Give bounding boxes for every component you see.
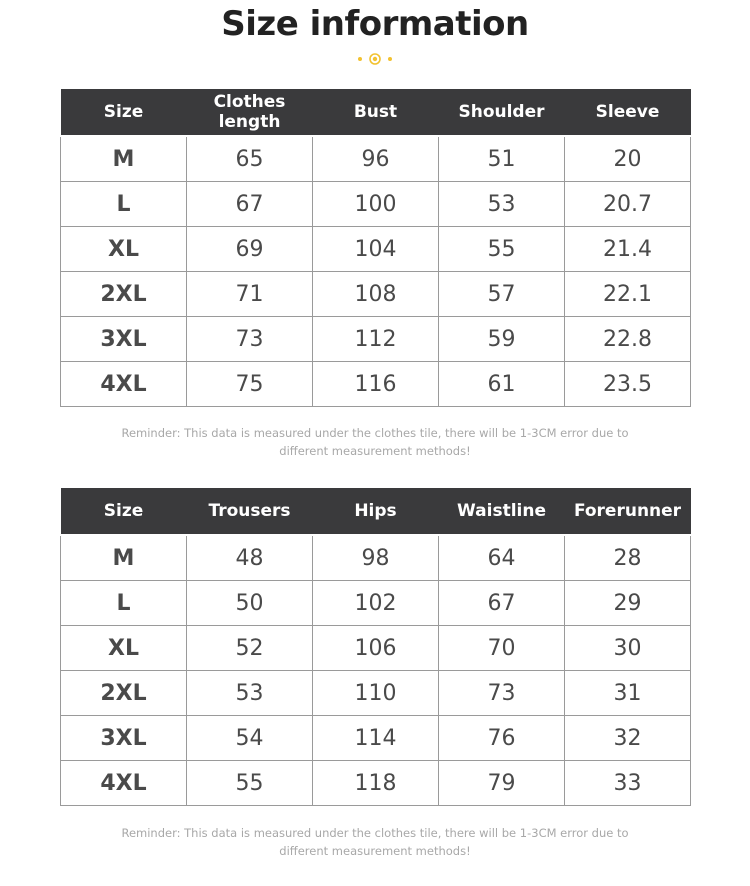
table-cell: 64	[439, 535, 565, 581]
table-row	[61, 182, 691, 227]
table-row	[61, 761, 691, 806]
column-header: Waistline	[439, 488, 565, 535]
table-cell: 96	[313, 136, 439, 182]
table-cell: 118	[313, 761, 439, 806]
table-cell: M	[61, 535, 187, 581]
table-cell: 79	[439, 761, 565, 806]
title-ornament-icon	[355, 52, 395, 66]
column-header: Size	[61, 488, 187, 535]
table-cell: L	[61, 182, 187, 227]
table-cell: 53	[187, 671, 313, 716]
table-header-row	[61, 488, 691, 535]
size-table-top	[60, 89, 691, 407]
page-title: Size information	[221, 4, 529, 44]
table-row	[61, 136, 691, 182]
table-cell: 55	[187, 761, 313, 806]
reminder-line: different measurement methods!	[279, 444, 471, 458]
table-cell: 20.7	[565, 182, 691, 227]
column-header: Forerunner	[565, 488, 691, 535]
table-cell: 48	[187, 535, 313, 581]
table-cell: 3XL	[61, 716, 187, 761]
table-cell: 55	[439, 227, 565, 272]
table-cell: 53	[439, 182, 565, 227]
table-cell: 32	[565, 716, 691, 761]
table-cell: 30	[565, 626, 691, 671]
table-cell: 75	[187, 362, 313, 407]
table-row	[61, 716, 691, 761]
reminder-line: Reminder: This data is measured under the clothes tile, there will be 1-3CM error due to	[121, 426, 629, 440]
table-cell: 22.8	[565, 317, 691, 362]
table-cell: 57	[439, 272, 565, 317]
table-cell: 71	[187, 272, 313, 317]
table-cell: M	[61, 136, 187, 182]
table-cell: 4XL	[61, 761, 187, 806]
table-cell: L	[61, 581, 187, 626]
table-cell: 108	[313, 272, 439, 317]
table-cell: XL	[61, 626, 187, 671]
table-cell: 33	[565, 761, 691, 806]
table-cell: 65	[187, 136, 313, 182]
table-cell: 114	[313, 716, 439, 761]
table-cell: 50	[187, 581, 313, 626]
table-row	[61, 671, 691, 716]
table-cell: 100	[313, 182, 439, 227]
table-cell: 116	[313, 362, 439, 407]
table-cell: 28	[565, 535, 691, 581]
table-row	[61, 362, 691, 407]
table-cell: 20	[565, 136, 691, 182]
table-cell: 52	[187, 626, 313, 671]
table-row	[61, 272, 691, 317]
reminder-line: different measurement methods!	[279, 844, 471, 858]
table-cell: 3XL	[61, 317, 187, 362]
table-cell: 4XL	[61, 362, 187, 407]
table-cell: 70	[439, 626, 565, 671]
table-row	[61, 317, 691, 362]
column-header: Size	[61, 89, 187, 136]
table-cell: 22.1	[565, 272, 691, 317]
reminder-line: Reminder: This data is measured under the clothes tile, there will be 1-3CM error due to	[121, 826, 629, 840]
table-cell: 23.5	[565, 362, 691, 407]
column-header: Bust	[313, 89, 439, 136]
table-cell: 2XL	[61, 272, 187, 317]
measurement-reminder	[0, 424, 750, 460]
table-row	[61, 581, 691, 626]
table-cell: 73	[439, 671, 565, 716]
table-cell: 29	[565, 581, 691, 626]
column-header: Hips	[313, 488, 439, 535]
table-cell: 76	[439, 716, 565, 761]
table-cell: 67	[439, 581, 565, 626]
table-cell: XL	[61, 227, 187, 272]
table-cell: 54	[187, 716, 313, 761]
table-cell: 110	[313, 671, 439, 716]
size-table-bottom	[60, 488, 691, 806]
table-cell: 59	[439, 317, 565, 362]
column-header: Trousers	[187, 488, 313, 535]
column-header: Clothes length	[187, 89, 313, 136]
table-row	[61, 227, 691, 272]
table-cell: 106	[313, 626, 439, 671]
table-cell: 112	[313, 317, 439, 362]
table-cell: 51	[439, 136, 565, 182]
column-header: Sleeve	[565, 89, 691, 136]
table-cell: 102	[313, 581, 439, 626]
table-cell: 73	[187, 317, 313, 362]
measurement-reminder	[0, 824, 750, 860]
table-cell: 104	[313, 227, 439, 272]
table-row	[61, 626, 691, 671]
column-header: Shoulder	[439, 89, 565, 136]
table-cell: 67	[187, 182, 313, 227]
table-cell: 21.4	[565, 227, 691, 272]
table-cell: 2XL	[61, 671, 187, 716]
table-cell: 31	[565, 671, 691, 716]
table-cell: 98	[313, 535, 439, 581]
table-cell: 69	[187, 227, 313, 272]
table-cell: 61	[439, 362, 565, 407]
table-row	[61, 535, 691, 581]
table-header-row	[61, 89, 691, 136]
